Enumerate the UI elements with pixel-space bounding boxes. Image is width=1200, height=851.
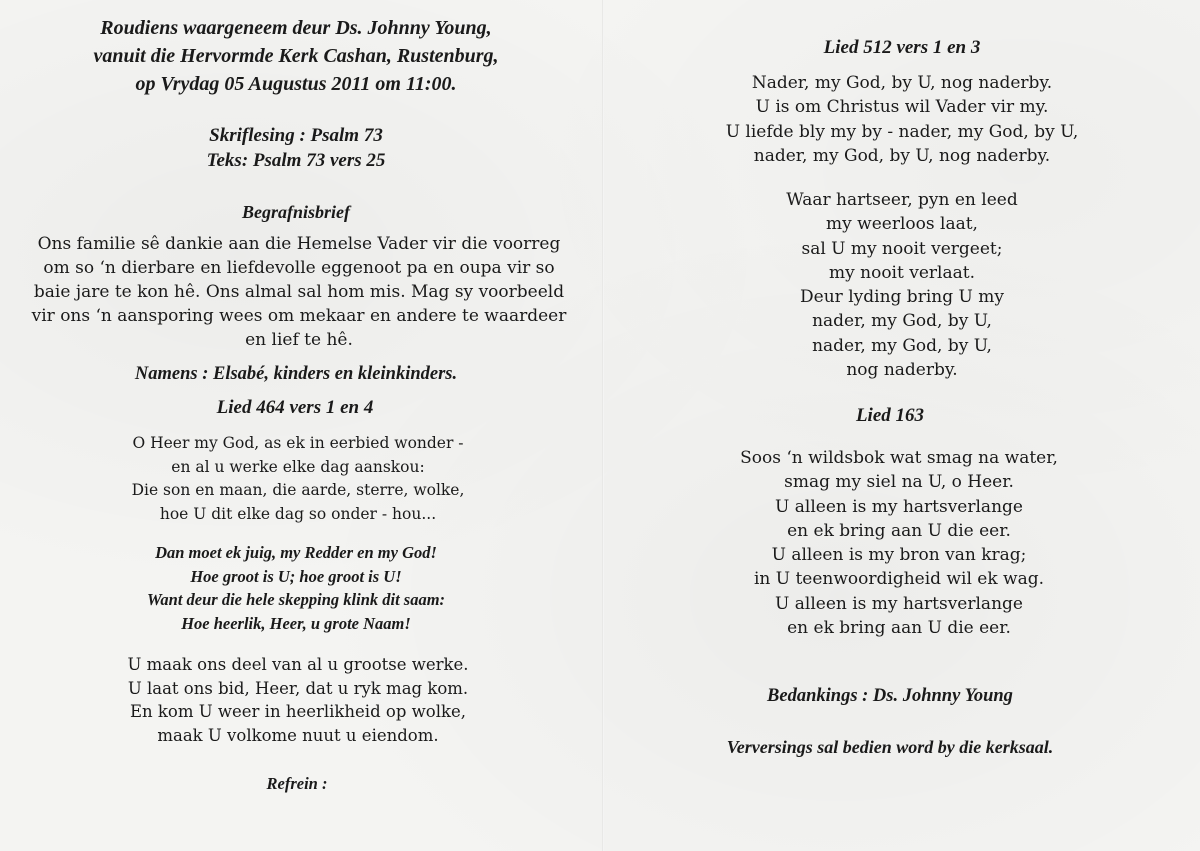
- verse-line: my nooit verlaat.: [829, 262, 975, 283]
- on-behalf-line: Namens : Elsabé, kinders en kleinkinders.: [134, 364, 458, 384]
- letter-title: Begrafnisbrief: [242, 202, 350, 222]
- hymn-464-chorus: [0, 541, 602, 635]
- hymn-163-title: Lied 163: [855, 405, 925, 426]
- verse-line: smag my siel na U, o Heer.: [784, 472, 1014, 493]
- chorus-line: Hoe groot is U; hoe groot is U!: [190, 566, 402, 586]
- service-line: vanuit die Hervormde Kerk Cashan, Rustenburg,: [93, 45, 499, 67]
- hymn-163-text: [598, 446, 1200, 640]
- letter-line: en lief te hê.: [245, 330, 353, 350]
- scripture-reading: [0, 123, 602, 173]
- thanks-line: Bedankings : Ds. Johnny Young: [767, 686, 1013, 706]
- verse-line: U liefde bly my by - nader, my God, by U,: [725, 121, 1079, 142]
- verse-line: in U teenwoordigheid wil ek wag.: [753, 569, 1045, 590]
- hymn-512-verse-1: [604, 71, 1200, 168]
- right-page: [604, 0, 1200, 851]
- service-line: Roudiens waargeneem deur Ds. Johnny Young,: [100, 17, 492, 39]
- service-details: [0, 14, 602, 98]
- verse-line: Die son en maan, die aarde, sterre, wolke,: [131, 481, 465, 499]
- chorus-line: Dan moet ek juig, my Redder en my God!: [155, 543, 437, 562]
- chorus-line: Want deur die hele skepping klink dit saam:: [146, 590, 446, 609]
- verse-line: Soos ‘n wildsbok wat smag na water,: [740, 448, 1058, 468]
- verse-line: sal U my nooit vergeet;: [801, 238, 1003, 259]
- verse-line: nader, my God, by U,: [812, 311, 992, 332]
- hymn-464-verse-4: [0, 653, 602, 747]
- verse-line: U alleen is my hartsverlange: [775, 496, 1023, 517]
- verse-line: U alleen is my bron van krag;: [771, 545, 1027, 566]
- verse-line: nog naderby.: [846, 360, 958, 381]
- verse-line: Deur lyding bring U my: [800, 287, 1004, 308]
- hymn-512-title: Lied 512 vers 1 en 3: [823, 37, 981, 58]
- text-line: Teks: Psalm 73 vers 25: [206, 150, 386, 171]
- hymn-464-title: Lied 464 vers 1 en 4: [216, 397, 374, 418]
- verse-line: O Heer my God, as ek in eerbied wonder -: [132, 434, 464, 452]
- verse-line: U is om Christus wil Vader vir my.: [755, 97, 1049, 118]
- hymn-512-verse-3: [604, 188, 1200, 382]
- verse-line: U alleen is my hartsverlange: [775, 593, 1023, 614]
- service-line: op Vrydag 05 Augustus 2011 om 11:00.: [135, 73, 457, 95]
- letter-line: baie jare te kon hê. Ons almal sal hom mis. Mag sy voorbeeld: [33, 282, 565, 302]
- verse-line: nader, my God, by U, nog naderby.: [753, 145, 1051, 166]
- letter-line: Ons familie sê dankie aan die Hemelse Vader vir die voorreg: [37, 234, 561, 254]
- verse-line: Waar hartseer, pyn en leed: [786, 190, 1018, 210]
- verse-line: En kom U weer in heerlikheid op wolke,: [130, 702, 466, 721]
- reading-line: Skriflesing : Psalm 73: [209, 125, 383, 146]
- letter-line: om so ‘n dierbare en liefdevolle eggenoot pa en oupa vir so: [43, 258, 555, 278]
- verse-line: en ek bring aan U die eer.: [787, 618, 1011, 639]
- refrain-label: Refrein :: [266, 774, 328, 793]
- verse-line: hoe U dit elke dag so onder - hou...: [159, 504, 437, 523]
- verse-line: Nader, my God, by U, nog naderby.: [751, 73, 1053, 93]
- funeral-letter: [0, 232, 602, 352]
- verse-line: maak U volkome nuut u eiendom.: [157, 725, 439, 745]
- verse-line: en al u werke elke dag aanskou:: [171, 457, 425, 476]
- refreshments-line: Verversings sal bedien word by die kerksaal.: [726, 737, 1054, 757]
- chorus-line: Hoe heerlik, Heer, u grote Naam!: [181, 613, 411, 633]
- hymn-464-verse-1: [0, 432, 602, 526]
- verse-line: my weerloos laat,: [826, 214, 978, 235]
- verse-line: U laat ons bid, Heer, dat u ryk mag kom.: [127, 678, 469, 698]
- letter-line: vir ons ‘n aansporing wees om mekaar en andere te waardeer: [31, 306, 567, 326]
- verse-line: en ek bring aan U die eer.: [787, 520, 1011, 541]
- verse-line: U maak ons deel van al u grootse werke.: [127, 655, 469, 674]
- verse-line: nader, my God, by U,: [812, 335, 992, 356]
